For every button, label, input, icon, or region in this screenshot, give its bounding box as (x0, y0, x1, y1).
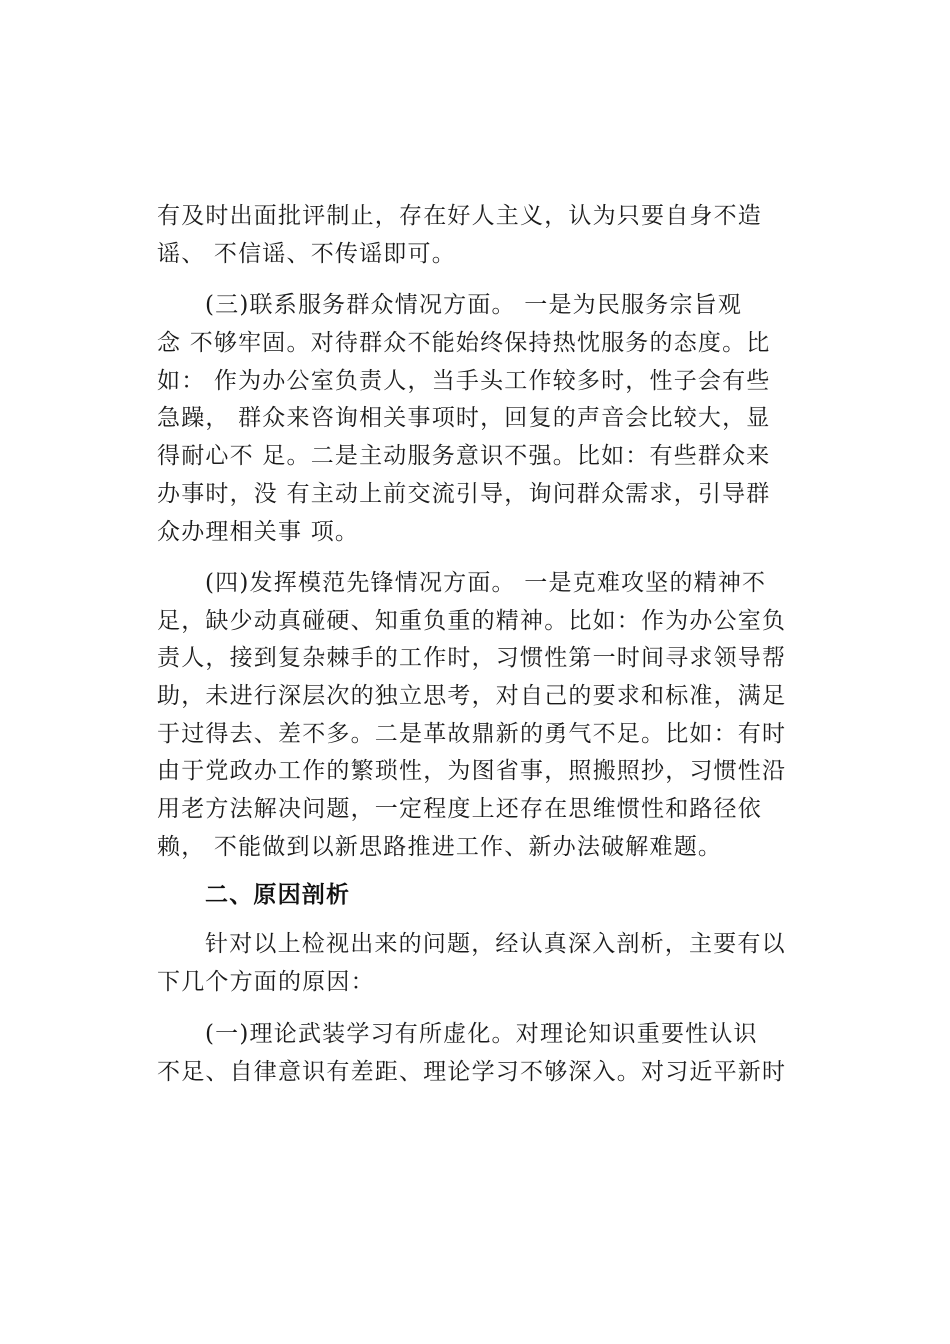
body-text-line: 得耐心不 足。二是主动服务意识不强。比如：有些群众来 (157, 443, 771, 469)
body-text-line: 赖， 不能做到以新思路推进工作、新办法破解难题。 (157, 834, 723, 860)
intro-first-line: 针对以上检视出来的问题，经认真深入剖析，主要有以 (205, 931, 786, 957)
body-text-line: 念 不够牢固。对待群众不能始终保持热忱服务的态度。比 (157, 330, 771, 356)
body-text-line: 谣、 不信谣、不传谣即可。 (157, 241, 456, 267)
body-text-line: 办事时，没 有主动上前交流引导，询问群众需求，引导群 (157, 481, 771, 507)
paragraph-three-first-line: (三)联系服务群众情况方面。 一是为民服务宗旨观 (205, 292, 743, 318)
section-heading: 二、原因剖析 (205, 882, 351, 908)
body-text-line: 于过得去、差不多。二是革故鼎新的勇气不足。比如：有时 (157, 721, 787, 747)
body-text-line: 急躁， 群众来咨询相关事项时，回复的声音会比较大，显 (157, 405, 771, 431)
body-text-line: 责人，接到复杂棘手的工作时，习惯性第一时间寻求领导帮 (157, 645, 787, 671)
body-text-line: 不足、自律意识有差距、理论学习不够深入。对习近平新时 (157, 1059, 787, 1085)
body-text-line: 有及时出面批评制止，存在好人主义，认为只要自身不造 (157, 203, 762, 229)
body-text-line: 由于党政办工作的繁琐性，为图省事，照搬照抄，习惯性沿 (157, 758, 787, 784)
paragraph-one-first-line: (一)理论武装学习有所虚化。对理论知识重要性认识 (205, 1021, 758, 1047)
body-text-line: 众办理相关事 项。 (157, 519, 360, 545)
body-text-line: 用老方法解决问题，一定程度上还存在思维惯性和路径依 (157, 796, 762, 822)
body-text-line: 如： 作为办公室负责人，当手头工作较多时，性子会有些 (157, 368, 771, 394)
paragraph-four-first-line: (四)发挥模范先锋情况方面。 一是克难攻坚的精神不 (205, 570, 767, 596)
body-text-line: 助，未进行深层次的独立思考，对自己的要求和标准，满足 (157, 683, 787, 709)
body-text-line: 足，缺少动真碰硬、知重负重的精神。比如：作为办公室负 (157, 608, 787, 634)
body-text-line: 下几个方面的原因： (157, 969, 375, 995)
